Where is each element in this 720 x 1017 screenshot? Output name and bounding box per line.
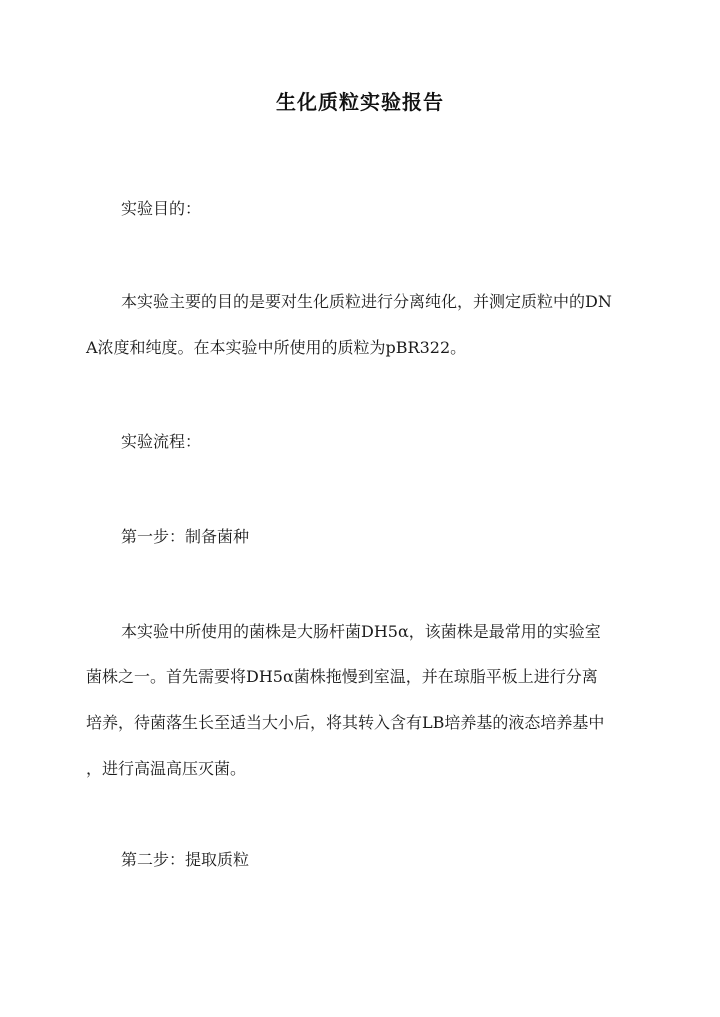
step1-heading: 第一步：制备菌种: [121, 527, 250, 546]
document-title: 生化质粒实验报告: [276, 90, 444, 114]
purpose-paragraph-line-1: 本实验主要的目的是要对生化质粒进行分离纯化，并测定质粒中的DN: [121, 292, 612, 311]
step1-paragraph-line-4: ，进行高温高压灭菌。: [86, 759, 247, 778]
step2-heading: 第二步：提取质粒: [121, 850, 250, 869]
step1-paragraph-line-2: 菌株之一。首先需要将DH5α菌株拖慢到室温，并在琼脂平板上进行分离: [86, 667, 598, 686]
step1-paragraph-line-3: 培养，待菌落生长至适当大小后，将其转入含有LB培养基的液态培养基中: [86, 713, 605, 732]
step1-paragraph-line-1: 本实验中所使用的菌株是大肠杆菌DH5α，该菌株是最常用的实验室: [121, 622, 601, 641]
purpose-paragraph-line-2: A浓度和纯度。在本实验中所使用的质粒为pBR322。: [86, 338, 467, 357]
purpose-heading: 实验目的：: [121, 199, 202, 218]
process-heading: 实验流程：: [121, 432, 202, 451]
